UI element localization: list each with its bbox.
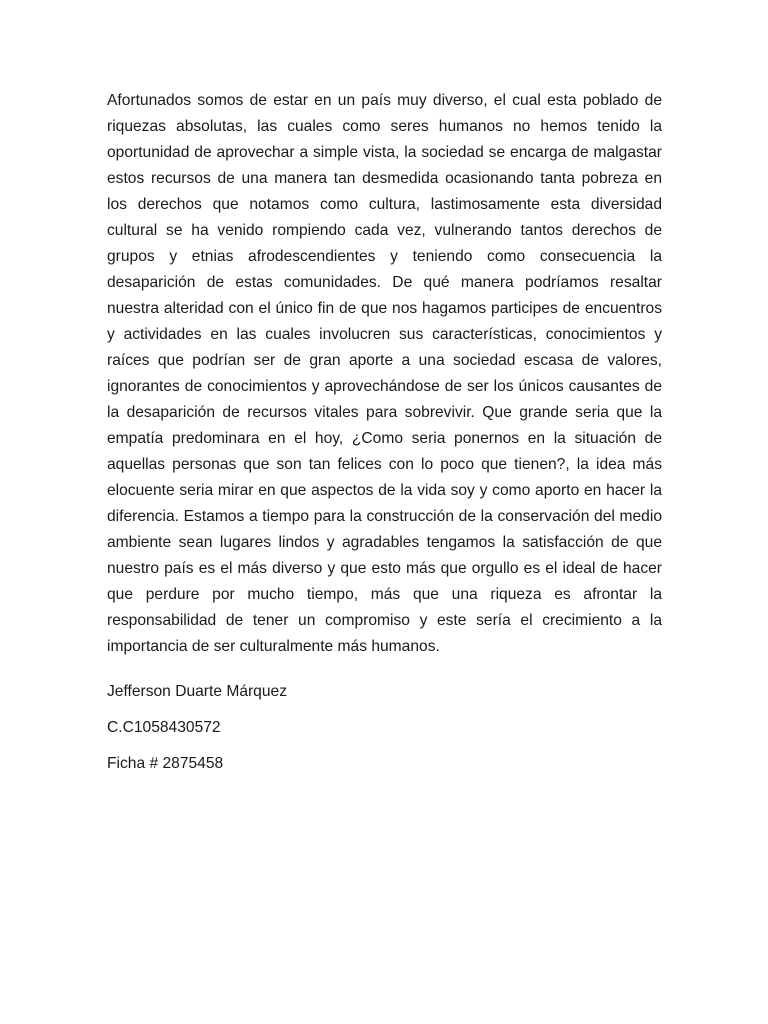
author-name: Jefferson Duarte Márquez <box>107 683 287 700</box>
author-id-number: C.C1058430572 <box>107 719 221 736</box>
ficha-number: Ficha # 2875458 <box>107 755 224 772</box>
body-paragraph: Afortunados somos de estar en un país muy diverso, el cual esta poblado de riquezas absolutas, las cuales como seres humanos no hemos tenido la oportunidad de aprovechar a simple vista, la sociedad se encarga de malgastar estos recursos de una manera tan desmedida ocasionando tanta pobreza en los derechos que notamos como cultura, lastimosamente esta diversidad cultural se ha venido rompiendo cada vez, vulnerando tantos derechos de grupos y etnias afrodescendientes y teniendo como consecuencia la desaparición de estas comunidades. De qué manera podríamos resaltar nuestra alteridad con el único fin de que nos hagamos participes de encuentros y actividades en las cuales involucren sus características, conocimientos y raíces que podrían ser de gran aporte a una sociedad escasa de valores, ignorantes de conocimientos y aprovechándose de ser los únicos causantes de la desaparición de recursos vitales para sobrevivir. Que grande seria que la empatía predominara en el hoy, ¿Como seria ponernos en la situación de aquellas personas que son tan felices con lo poco que tienen?, la idea más elocuente seria mirar en que aspectos de la vida soy y como aporto en hacer la diferencia. Estamos a tiempo para la construcción de la conservación del medio ambiente sean lugares lindos y agradables tengamos la satisfacción de que nuestro país es el más diverso y que esto más que orgullo es el ideal de hacer que perdure por mucho tiempo, más que una riqueza es afrontar la responsabilidad de tener un compromiso y este sería el crecimiento a la importancia de ser culturalmente más humanos. <box>107 92 662 655</box>
